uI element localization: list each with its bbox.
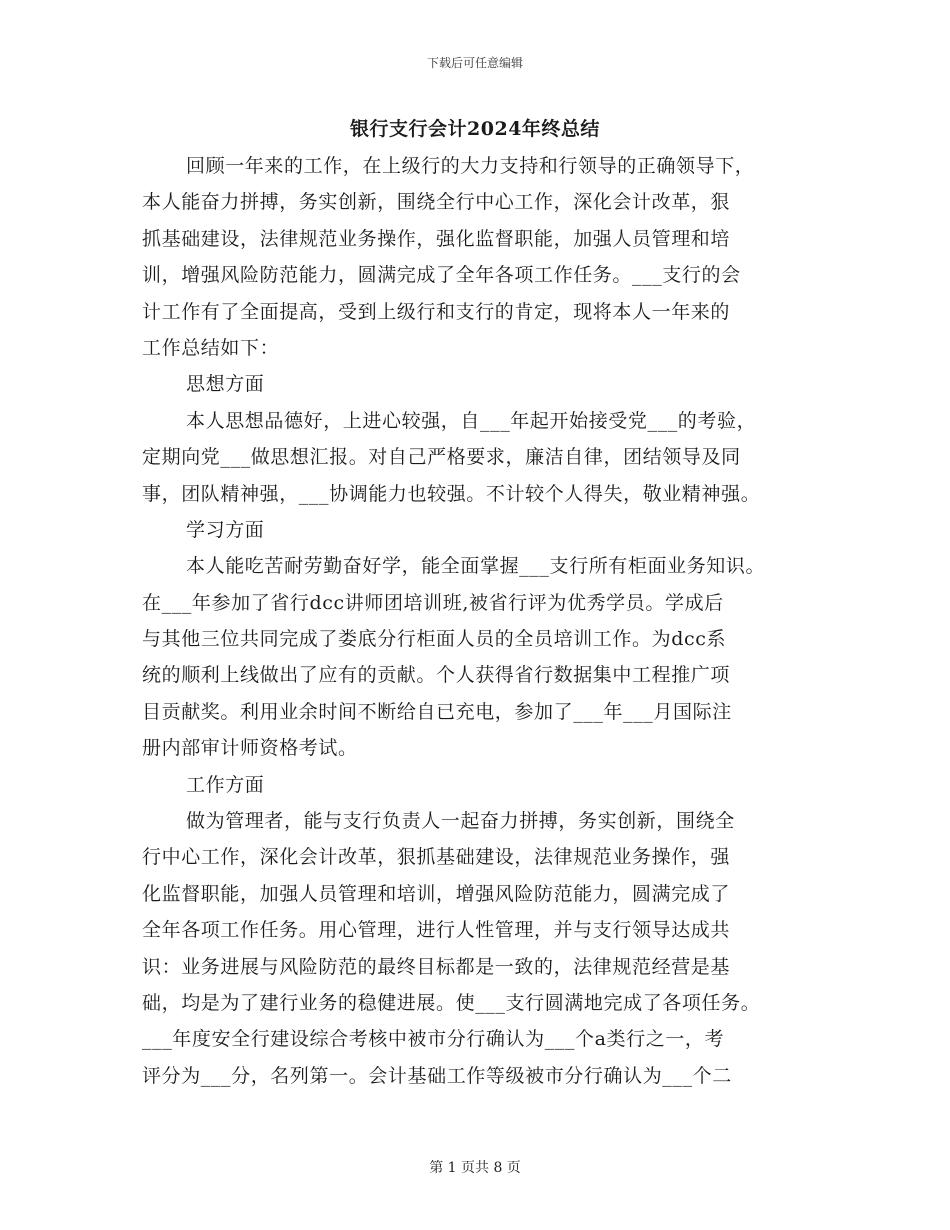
paragraph-line: 全年各项工作任务。用心管理，进行人性管理，并与支行领导达成共 [142, 919, 731, 942]
paragraph-line: 本人思想品德好，上进心较强，自___年起开始接受党___的考验， [186, 409, 757, 432]
paragraph-line: 计工作有了全面提高，受到上级行和支行的肯定，现将本人一年来的 [142, 300, 731, 323]
paragraph-line: 识：业务进展与风险防范的最终目标都是一致的，法律规范经营是基 [142, 955, 731, 978]
paragraph-line: 行中心工作，深化会计改革，狠抓基础建设，法律规范业务操作，强 [142, 846, 731, 869]
paragraph-line: 本人能奋力拼搏，务实创新，围绕全行中心工作，深化会计改革，狠 [142, 191, 731, 214]
page-number: 第 1 页共 8 页 [429, 1160, 521, 1176]
paragraph-line: 与其他三位共同完成了娄底分行柜面人员的全员培训工作。为dcc系 [142, 628, 727, 651]
paragraph-line: 目贡献奖。利用业余时间不断给自已充电，参加了___年___月国际注 [142, 700, 732, 723]
paragraph-line: 定期向党___做思想汇报。对自己严格要求，廉洁自律，团结领导及同 [142, 446, 741, 469]
paragraph-line: 工作总结如下： [142, 336, 280, 359]
paragraph-line: 本人能吃苦耐劳勤奋好学，能全面掌握___支行所有柜面业务知识。 [186, 555, 766, 578]
page-header-note: 下载后可任意编辑 [426, 56, 523, 70]
paragraph-line: 抓基础建设，法律规范业务操作，强化监督职能，加强人员管理和培 [142, 227, 731, 250]
paragraph-line: 事，团队精神强，___协调能力也较强。不计较个人得失，敬业精神强。 [142, 482, 761, 505]
paragraph-line: 回顾一年来的工作，在上级行的大力支持和行领导的正确领导下， [186, 155, 755, 177]
paragraph-line: 在___年参加了省行dcc讲师团培训班,被省行评为优秀学员。学成后 [142, 591, 724, 614]
paragraph-line: 册内部审计师资格考试。 [142, 737, 358, 760]
paragraph-line: 统的顺利上线做出了应有的贡献。个人获得省行数据集中工程推广项 [142, 664, 731, 687]
section-heading: 工作方面 [186, 773, 265, 796]
paragraph-line: 训，增强风险防范能力，圆满完成了全年各项工作任务。___支行的会 [142, 264, 741, 287]
paragraph-line: 评分为___分，名列第一。会计基础工作等级被市分行确认为___个二 [142, 1064, 732, 1087]
section-heading: 思想方面 [186, 373, 265, 396]
paragraph-line: 做为管理者，能与支行负责人一起奋力拼搏，务实创新，围绕全 [186, 810, 735, 833]
section-heading: 学习方面 [186, 518, 265, 541]
document-title: 银行支行会计2024年终总结 [350, 118, 600, 140]
paragraph-line: ___年度安全行建设综合考核中被市分行确认为___个a类行之一，考 [142, 1028, 725, 1051]
document-body [142, 148, 822, 1094]
paragraph-line: 础，均是为了建行业务的稳健进展。使___支行圆满地完成了各项任务。 [142, 991, 761, 1014]
paragraph-line: 化监督职能，加强人员管理和培训，增强风险防范能力，圆满完成了 [142, 882, 731, 905]
